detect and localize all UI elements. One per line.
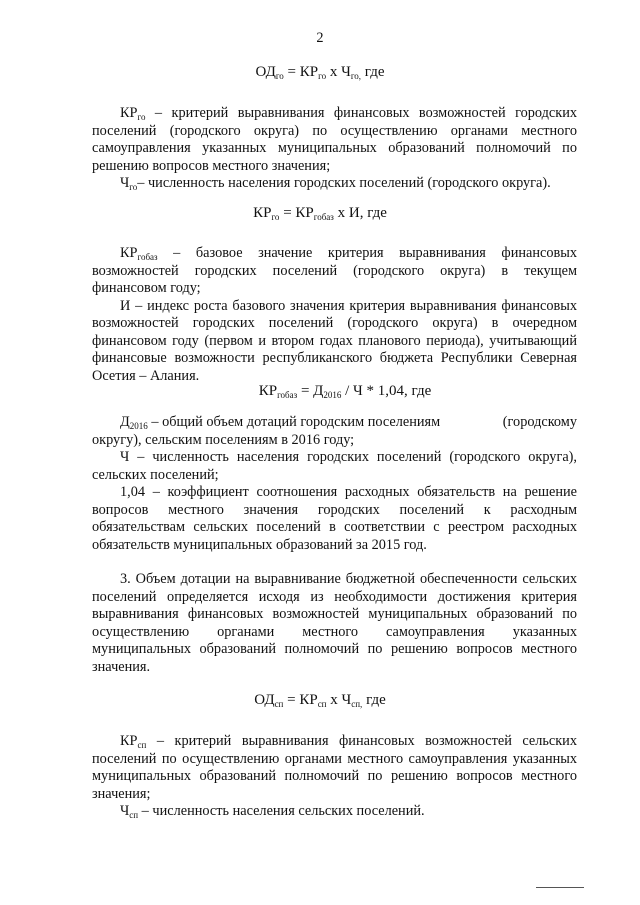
para3-line6: значения. — [92, 658, 151, 675]
def-kr-gobaz-line3: финансовом году; — [92, 280, 201, 296]
def-kr-gobaz-line1: $КР_{гобаз}$ – базовое значение критерия выравнивания финансовых — [120, 245, 577, 262]
page-number: 2 — [316, 30, 324, 46]
formula-od-sp: $ОД_{сп} = КР_{сп}$ х $Ч_{сп,}$ где — [254, 692, 386, 709]
para3-line4: осуществлению органами местного самоуправления указанных — [92, 623, 577, 640]
def-ch-sp: $Ч_{сп}$ – численность населения сельских поселений. — [120, 803, 425, 820]
def-kr-go-line1: $КР_{го}$ – критерий выравнивания финансовых возможностей городских — [120, 105, 577, 122]
def-coef-line1: 1,04 – коэффициент соотношения расходных обязательств на решение — [120, 484, 577, 500]
def-i-line4: финансовые возможности республиканского бюджета Республики Северная — [92, 350, 577, 366]
para3-line3: выравнивания финансовых возможностей муниципальных образований по — [92, 606, 577, 622]
formula-od-go: $ОД_{го} = КР_{го}$ х $Ч_{го,}$ где — [255, 64, 385, 81]
para3-line1: 3. Объем дотации на выравнивание бюджетной обеспеченности сельских — [120, 571, 577, 587]
def-kr-gobaz-line2: возможностей городских поселений (городского округа) в текущем — [92, 262, 577, 279]
para3-line2: поселений определяется исходя из необходимости достижения критерия — [92, 588, 577, 605]
def-kr-go-line4: решению вопросов местного значения; — [92, 157, 331, 174]
def-ch-line2: сельских поселений; — [92, 466, 219, 483]
def-coef-line4: обязательств муниципальных образований за 2015 год. — [92, 536, 427, 553]
formula-kr-go: $КР_{го} = КР_{гобаз}$ х И, где — [253, 205, 387, 222]
def-kr-sp-line3: муниципальных образований полномочий по решению вопросов местного — [92, 768, 577, 784]
def-coef-line3: обязательствам сельских поселений в соответствии с реестром расходных — [92, 519, 577, 535]
formula-kr-gobaz: $КР_{гобаз} = Д_{2016} / Ч * 1,04$, где — [258, 383, 432, 400]
def-ch-line1: Ч – численность населения городских поселений (городского округа), — [120, 449, 577, 465]
para3-line5: муниципальных образований полномочий по решению вопросов местного — [92, 641, 577, 657]
def-d-line1: $Д_{2016}$ – общий объем дотаций городским поселениям (городскому — [120, 414, 577, 431]
def-kr-sp-line1: $КР_{сп}$ – критерий выравнивания финансовых возможностей сельских — [120, 733, 577, 750]
def-i-line1: И – индекс роста базового значения критерия выравнивания финансовых — [120, 297, 577, 314]
def-i-line3: финансовом году (первом и втором годах планового периода), учитывающий — [92, 332, 577, 349]
def-kr-go-line3: самоуправления указанных муниципальных образований полномочий по — [92, 140, 577, 156]
def-kr-go-line2: поселений (городского округа) по осуществлению органами местного — [92, 122, 577, 139]
footer-rule — [536, 887, 584, 888]
def-ch-go: $Ч_{го}-$ численность населения городских поселений (городского округа). — [120, 175, 551, 192]
def-i-line2: возможностей городских поселений (городского округа) в очередном — [92, 315, 577, 331]
def-kr-sp-line4: значения; — [92, 785, 151, 802]
def-i-line5: Осетия – Алания. — [92, 367, 200, 384]
def-coef-line2: вопросов местного значения городских поселений к расходным — [92, 501, 577, 518]
def-d-line2: округу), сельским поселениям в 2016 году; — [92, 431, 355, 448]
def-kr-sp-line2: поселений по осуществлению органами местного самоуправления указанных — [92, 750, 577, 767]
